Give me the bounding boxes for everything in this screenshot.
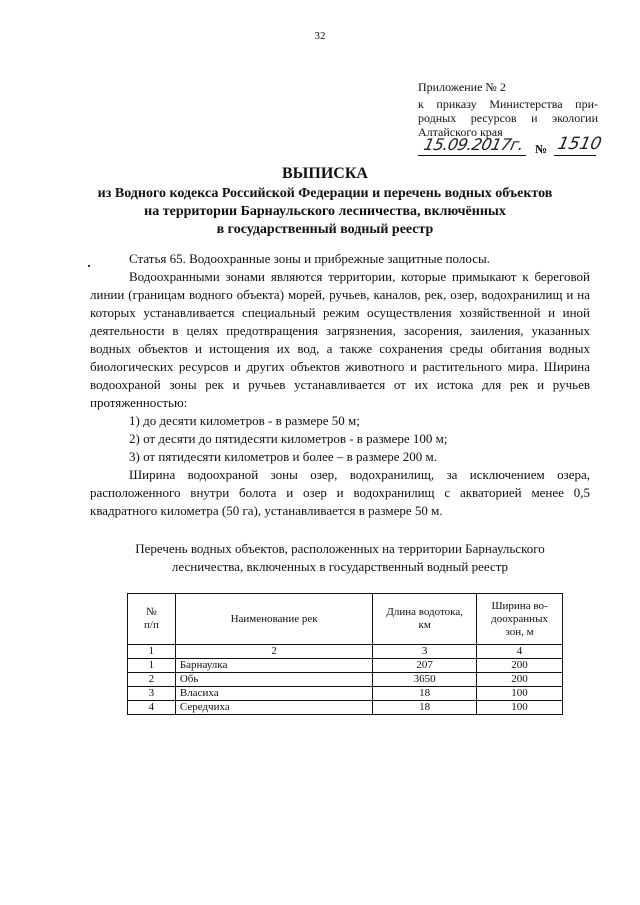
row-number: 1 [128, 659, 176, 673]
zone-width: 100 [477, 701, 563, 715]
zone-width: 200 [477, 673, 563, 687]
column-number: 2 [175, 645, 372, 659]
appendix-line: родных ресурсов и экологии [418, 111, 598, 125]
handwritten-date: 15.09.2017г. [422, 135, 526, 154]
paragraph: Водоохранными зонами являются территории, которые примыкают к береговой линии (границам водного объекта) морей, ручьев, каналов, рек, озер, водохранилищ и на которых устанавливается специальный режим осуществления хозяйственной и иной деятельности в целях предотвращения загрязнения, засорения, заиления, указанных водных объектов и истощения их вод, а также сохранения среды обитания водных биологических ресурсов и других объектов животного и растительного мира. Ширина водоохраной зоны рек и ручьев устанавливается от их истока для рек и ручьев протяженностью: [90, 269, 590, 410]
list-heading [90, 540, 590, 576]
header-text: км [418, 619, 431, 631]
column-number: 3 [373, 645, 477, 659]
row-number: 2 [128, 673, 176, 687]
title-line: в государственный водный реестр [216, 222, 434, 237]
river-name: Середчиха [175, 701, 372, 715]
header-text: Ширина во- [491, 599, 548, 612]
header-text: Наименование рек [230, 612, 318, 625]
list-item: 3) от пятидесяти километров и более – в размере 200 м. [129, 449, 438, 464]
header-width [477, 594, 563, 645]
title-heading: ВЫПИСКА [282, 165, 368, 182]
appendix-line: к приказу Министерства при- [418, 97, 598, 111]
river-length: 18 [373, 701, 477, 715]
river-length: 3650 [373, 673, 477, 687]
table-row [128, 687, 563, 701]
river-name: Обь [175, 673, 372, 687]
number-underline [554, 155, 596, 156]
table-header-row [128, 594, 563, 645]
article-heading: Статья 65. Водоохранные зоны и прибрежные защитные полосы. [129, 251, 490, 266]
header-text: доохранных [491, 612, 548, 625]
appendix-line: Алтайского края [418, 125, 503, 139]
handwritten-order-number: 1510 [555, 134, 604, 154]
order-date-number [418, 134, 604, 158]
row-number: 3 [128, 687, 176, 701]
list-heading-line: лесничества, включенных в государственный водный реестр [171, 559, 509, 574]
river-name: Власиха [175, 687, 372, 701]
header-text: зон, м [505, 625, 534, 638]
title-line: из Водного кодекса Российской Федерации и перечень водных объектов [97, 186, 553, 201]
appendix-block [418, 80, 604, 158]
list-item: 1) до десяти километров - в размере 50 м; [129, 413, 360, 428]
zone-width: 200 [477, 659, 563, 673]
number-sign: № [535, 142, 548, 156]
column-number-row [128, 645, 563, 659]
table-row [128, 673, 563, 687]
rivers-table [127, 593, 563, 715]
table-row [128, 659, 563, 673]
row-number: 4 [128, 701, 176, 715]
header-text: Длина водотока, [386, 606, 463, 618]
body-text [90, 250, 590, 520]
list-item: 2) от десяти до пятидесяти километров - в размере 100 м; [129, 431, 448, 446]
table-row [128, 701, 563, 715]
document-title [80, 165, 570, 239]
date-underline [418, 155, 526, 156]
river-name: Барнаулка [175, 659, 372, 673]
header-length [373, 594, 477, 645]
header-text: п/п [144, 619, 159, 631]
paragraph: Ширина водоохраной зоны озер, водохранилищ, за исключением озера, расположенного внутри болота и озер и водохранилищ с акваторией менее 0,5 квадратного километра (50 га), устанавливается в размере 50 м. [90, 467, 590, 518]
column-number: 1 [128, 645, 176, 659]
list-heading-line: Перечень водных объектов, расположенных на территории Барнаульского [135, 541, 545, 556]
title-line: на территории Барнаульского лесничества, включённых [144, 204, 506, 219]
header-text: № [146, 606, 157, 618]
appendix-title: Приложение № 2 [418, 80, 506, 94]
page-number: 32 [314, 30, 326, 42]
column-number: 4 [477, 645, 563, 659]
river-length: 18 [373, 687, 477, 701]
river-length: 207 [373, 659, 477, 673]
header-number [128, 594, 176, 645]
zone-width: 100 [477, 687, 563, 701]
header-name [175, 594, 372, 645]
